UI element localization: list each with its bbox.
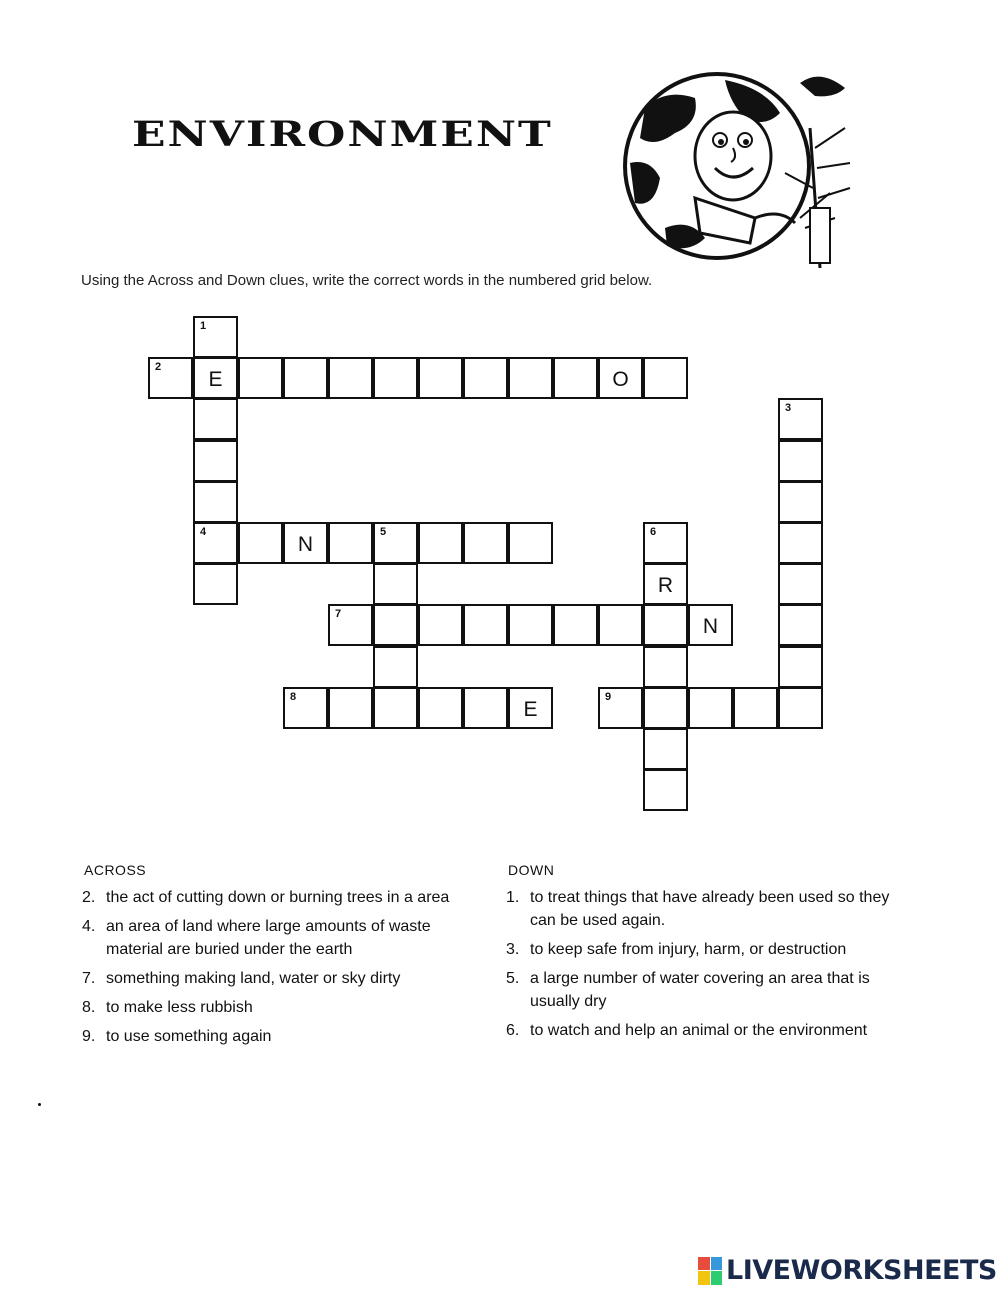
brand-logo[interactable]: [698, 1255, 997, 1286]
cell-letter: N: [702, 615, 719, 639]
clue-number: 9.: [82, 1028, 96, 1045]
clue-number: 4.: [82, 918, 96, 935]
grid-cell[interactable]: [643, 357, 688, 399]
icon-square: [711, 1257, 723, 1271]
clue-number: 2.: [82, 889, 96, 906]
grid-cell[interactable]: [598, 687, 643, 729]
down-clue-list: [506, 886, 906, 1048]
grid-cell[interactable]: [778, 481, 823, 523]
cell-number: 3: [785, 402, 792, 415]
clue-number: 1.: [506, 889, 520, 906]
clue-text: to treat things that have already been used so they can be used again.: [530, 889, 890, 929]
grid-cell[interactable]: [373, 357, 418, 399]
grid-cell[interactable]: [328, 687, 373, 729]
grid-cell[interactable]: [373, 604, 418, 646]
grid-cell[interactable]: [463, 357, 508, 399]
liveworksheets-icon: [698, 1257, 722, 1285]
clue-text: the act of cutting down or burning trees in a area: [106, 889, 450, 906]
grid-cell[interactable]: [463, 522, 508, 564]
earth-illustration: [605, 68, 875, 268]
grid-cell[interactable]: [508, 522, 553, 564]
grid-cell[interactable]: [283, 687, 328, 729]
cell-letter: O: [612, 368, 629, 392]
clue-number: 5.: [506, 970, 520, 987]
grid-cell[interactable]: [643, 604, 688, 646]
cell-number: 4: [200, 526, 207, 538]
clue-number: 8.: [82, 999, 96, 1016]
clue-text: to make less rubbish: [106, 999, 253, 1016]
grid-cell[interactable]: [778, 563, 823, 605]
grid-cell[interactable]: [463, 687, 508, 729]
grid-cell[interactable]: [643, 563, 688, 605]
grid-cell[interactable]: [463, 604, 508, 646]
grid-cell[interactable]: [238, 522, 283, 564]
stray-dot: [38, 1103, 41, 1106]
clue-text: to use something again: [106, 1028, 272, 1045]
icon-square: [698, 1271, 710, 1285]
grid-cell[interactable]: [283, 357, 328, 399]
icon-square: [711, 1271, 723, 1285]
grid-cell[interactable]: [778, 604, 823, 646]
grid-cell[interactable]: [643, 769, 688, 811]
grid-cell[interactable]: [418, 604, 463, 646]
grid-cell[interactable]: [418, 357, 463, 399]
clue-item: [82, 915, 482, 961]
grid-cell[interactable]: [778, 522, 823, 564]
cell-letter: E: [523, 697, 538, 721]
clue-text: an area of land where large amounts of waste material are buried under the earth: [106, 918, 431, 958]
grid-cell[interactable]: [373, 646, 418, 688]
clue-number: 7.: [82, 970, 96, 987]
clue-text: a large number of water covering an area that is usually dry: [530, 970, 870, 1010]
across-heading: ACROSS: [84, 862, 147, 878]
grid-cell[interactable]: [778, 687, 823, 729]
grid-cell[interactable]: [283, 522, 328, 564]
cell-number: 2: [155, 361, 162, 374]
grid-cell[interactable]: [598, 604, 643, 646]
instructions-text: Using the Across and Down clues, write the correct words in the numbered grid below.: [81, 272, 653, 289]
clue-item: [82, 967, 482, 990]
clue-item: [82, 886, 482, 909]
clue-item: [82, 996, 482, 1019]
clue-number: 6.: [506, 1022, 520, 1039]
grid-cell[interactable]: [193, 398, 238, 440]
cell-number: 9: [605, 690, 612, 703]
clue-item: [82, 1025, 482, 1048]
clue-item: [506, 886, 906, 932]
across-clue-list: [82, 886, 482, 1054]
grid-cell[interactable]: [643, 522, 688, 564]
clue-item: [506, 1019, 906, 1042]
cell-letter: N: [297, 533, 314, 556]
grid-cell[interactable]: [508, 687, 553, 729]
grid-cell[interactable]: [733, 687, 778, 729]
clue-text: to keep safe from injury, harm, or destruction: [530, 941, 847, 958]
clue-item: [506, 967, 906, 1013]
grid-cell[interactable]: [688, 687, 733, 729]
grid-cell[interactable]: [598, 357, 643, 399]
grid-cell[interactable]: [553, 604, 598, 646]
clue-text: something making land, water or sky dirty: [106, 970, 401, 987]
grid-cell[interactable]: [193, 481, 238, 523]
grid-cell[interactable]: [328, 357, 373, 399]
icon-square: [698, 1257, 710, 1271]
grid-cell[interactable]: [643, 646, 688, 688]
grid-cell[interactable]: [418, 687, 463, 729]
grid-cell[interactable]: [373, 563, 418, 605]
grid-cell[interactable]: [643, 687, 688, 729]
grid-cell[interactable]: [238, 357, 283, 399]
cell-number: 1: [200, 320, 207, 332]
grid-cell[interactable]: [508, 357, 553, 399]
grid-cell[interactable]: [373, 522, 418, 564]
cell-number: 8: [290, 690, 297, 703]
grid-cell[interactable]: [643, 728, 688, 770]
cell-number: 6: [650, 526, 657, 538]
grid-cell[interactable]: [193, 316, 238, 358]
cell-letter: R: [657, 574, 674, 598]
grid-cell[interactable]: [688, 604, 733, 646]
page-title: ENVIRONMENT: [132, 114, 553, 155]
cell-letter: E: [208, 368, 223, 392]
cell-number: 7: [335, 608, 342, 621]
grid-cell[interactable]: [328, 522, 373, 564]
grid-cell[interactable]: [193, 357, 238, 399]
clue-number: 3.: [506, 941, 520, 958]
grid-cell[interactable]: [778, 440, 823, 482]
grid-cell[interactable]: [508, 604, 553, 646]
cell-number: 5: [380, 526, 387, 538]
grid-cell[interactable]: [553, 357, 598, 399]
down-heading: DOWN: [508, 862, 555, 878]
brand-name: LIVEWORKSHEETS: [726, 1255, 997, 1286]
clue-text: to watch and help an animal or the environment: [530, 1022, 868, 1039]
grid-cell[interactable]: [148, 357, 193, 399]
grid-cell[interactable]: [373, 687, 418, 729]
grid-cell[interactable]: [193, 440, 238, 482]
grid-cell[interactable]: [328, 604, 373, 646]
grid-cell[interactable]: [418, 522, 463, 564]
grid-cell[interactable]: [193, 522, 238, 564]
grid-cell[interactable]: [778, 398, 823, 440]
grid-cell[interactable]: [193, 563, 238, 605]
grid-cell[interactable]: [778, 646, 823, 688]
clue-item: [506, 938, 906, 961]
